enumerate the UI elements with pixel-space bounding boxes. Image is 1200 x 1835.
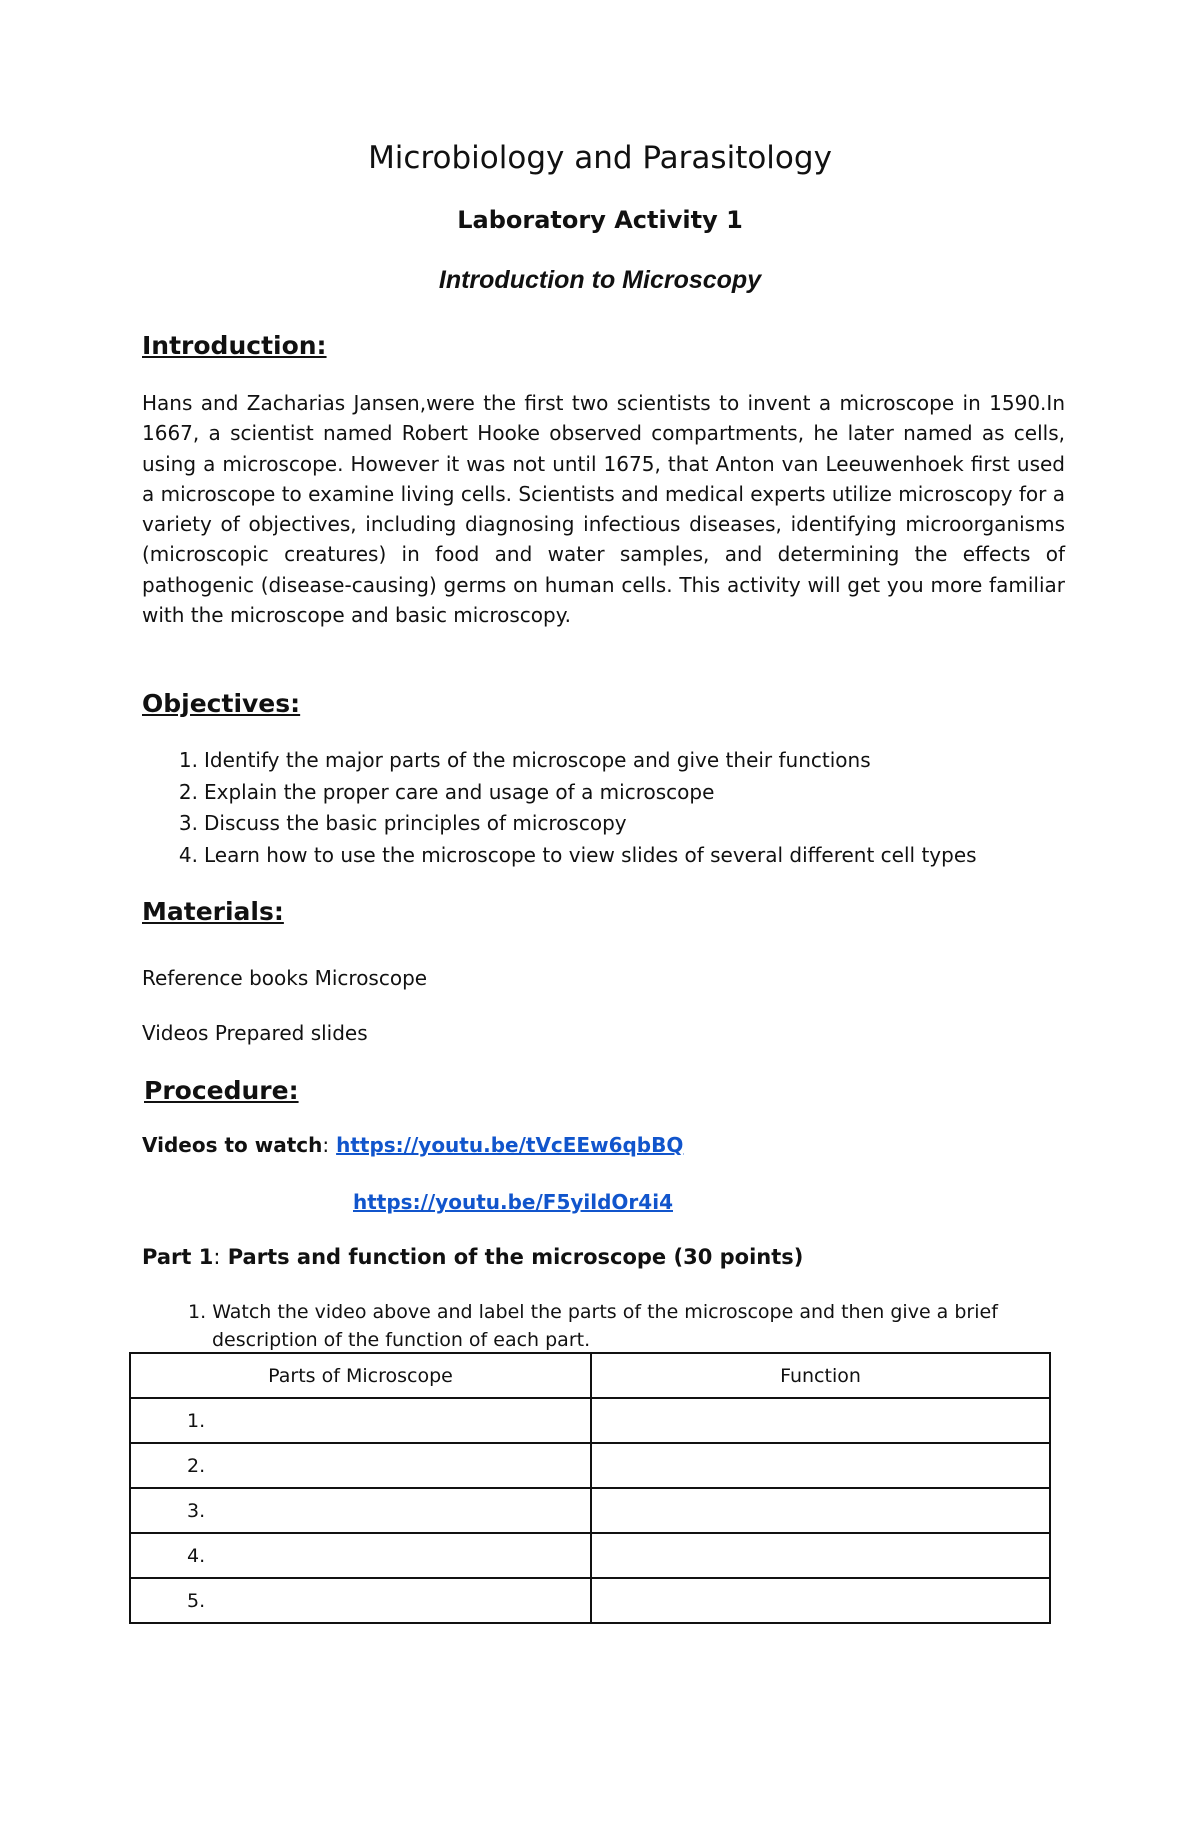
- material-line: Reference books Microscope: [142, 966, 428, 990]
- objective-number: 1.: [178, 748, 198, 772]
- part1-heading: [142, 1245, 803, 1269]
- header-function: Function: [591, 1353, 1050, 1398]
- objective-item: [142, 777, 1102, 809]
- material-line: Videos Prepared slides: [142, 1021, 368, 1045]
- objectives-heading: Objectives:: [142, 689, 301, 718]
- objective-number: 3.: [178, 811, 198, 835]
- part1-separator: :: [213, 1245, 221, 1269]
- objective-text: Discuss the basic principles of microscopy: [204, 811, 627, 835]
- part1-label: Part 1: [142, 1245, 214, 1269]
- table-row: [130, 1533, 1050, 1578]
- activity-subtitle: Laboratory Activity 1: [457, 206, 743, 234]
- materials-heading: Materials:: [142, 897, 284, 926]
- objective-number: 2.: [178, 779, 198, 804]
- objective-number: 4.: [178, 842, 198, 867]
- procedure-heading: Procedure:: [144, 1076, 299, 1105]
- table-row: [130, 1398, 1050, 1443]
- video-link-1[interactable]: https://youtu.be/tVcEEw6qbBQ: [336, 1133, 684, 1157]
- part-cell[interactable]: 3.: [130, 1488, 591, 1533]
- part-cell[interactable]: 4.: [130, 1533, 591, 1578]
- objective-item: [142, 808, 1102, 840]
- instruction-text: Watch the video above and label the parts of the microscope and then give a brief description of the function of each part.: [212, 1301, 998, 1351]
- videos-separator: :: [322, 1133, 330, 1157]
- table-header-row: [130, 1353, 1050, 1398]
- part-cell[interactable]: 1.: [130, 1398, 591, 1443]
- function-cell[interactable]: [591, 1443, 1050, 1488]
- videos-to-watch: [142, 1133, 683, 1157]
- header-parts: Parts of Microscope: [130, 1353, 591, 1398]
- objectives-list: [142, 745, 1102, 871]
- function-cell[interactable]: [591, 1398, 1050, 1443]
- objective-text: Identify the major parts of the microscope and give their functions: [204, 748, 871, 772]
- objective-item: [142, 745, 1102, 777]
- part1-instruction: [178, 1298, 1078, 1354]
- videos-label: Videos to watch: [142, 1133, 323, 1157]
- table-row: [130, 1578, 1050, 1623]
- objective-text: Explain the proper care and usage of a microscope: [204, 779, 715, 804]
- objective-item: [142, 840, 1102, 872]
- document-title: Microbiology and Parasitology: [368, 140, 832, 176]
- part-cell[interactable]: 2.: [130, 1443, 591, 1488]
- part1-title: Parts and function of the microscope (30 points): [227, 1245, 804, 1269]
- introduction-heading: Introduction:: [142, 331, 327, 360]
- part-cell[interactable]: 5.: [130, 1578, 591, 1623]
- activity-topic: Introduction to Microscopy: [438, 266, 762, 294]
- objective-text: Learn how to use the microscope to view slides of several different cell types: [204, 842, 977, 867]
- instruction-number: 1.: [188, 1301, 207, 1323]
- function-cell[interactable]: [591, 1533, 1050, 1578]
- function-cell[interactable]: [591, 1578, 1050, 1623]
- video-link-2-line: [353, 1190, 673, 1214]
- introduction-paragraph: Hans and Zacharias Jansen,were the first two scientists to invent a microscope in 1590.In 1667, a scientist named Robert Hooke observed compartments, he later named as cells, using a microscope. However it was not until 1675, that Anton van Leeuwenhoek first used a microscope to examine living cells. Scientists and medical experts utilize microscopy for a variety of objectives, including diagnosing infectious diseases, identifying microorganisms (microscopic creatures) in food and water samples, and determining the effects of pathogenic (disease-causing) germs on human cells. This activity will get you more familiar with the microscope and basic microscopy.: [142, 391, 1065, 628]
- table-row: [130, 1443, 1050, 1488]
- parts-function-table: [129, 1352, 1051, 1624]
- function-cell[interactable]: [591, 1488, 1050, 1533]
- table-row: [130, 1488, 1050, 1533]
- video-link-2[interactable]: https://youtu.be/F5yildOr4i4: [353, 1190, 673, 1214]
